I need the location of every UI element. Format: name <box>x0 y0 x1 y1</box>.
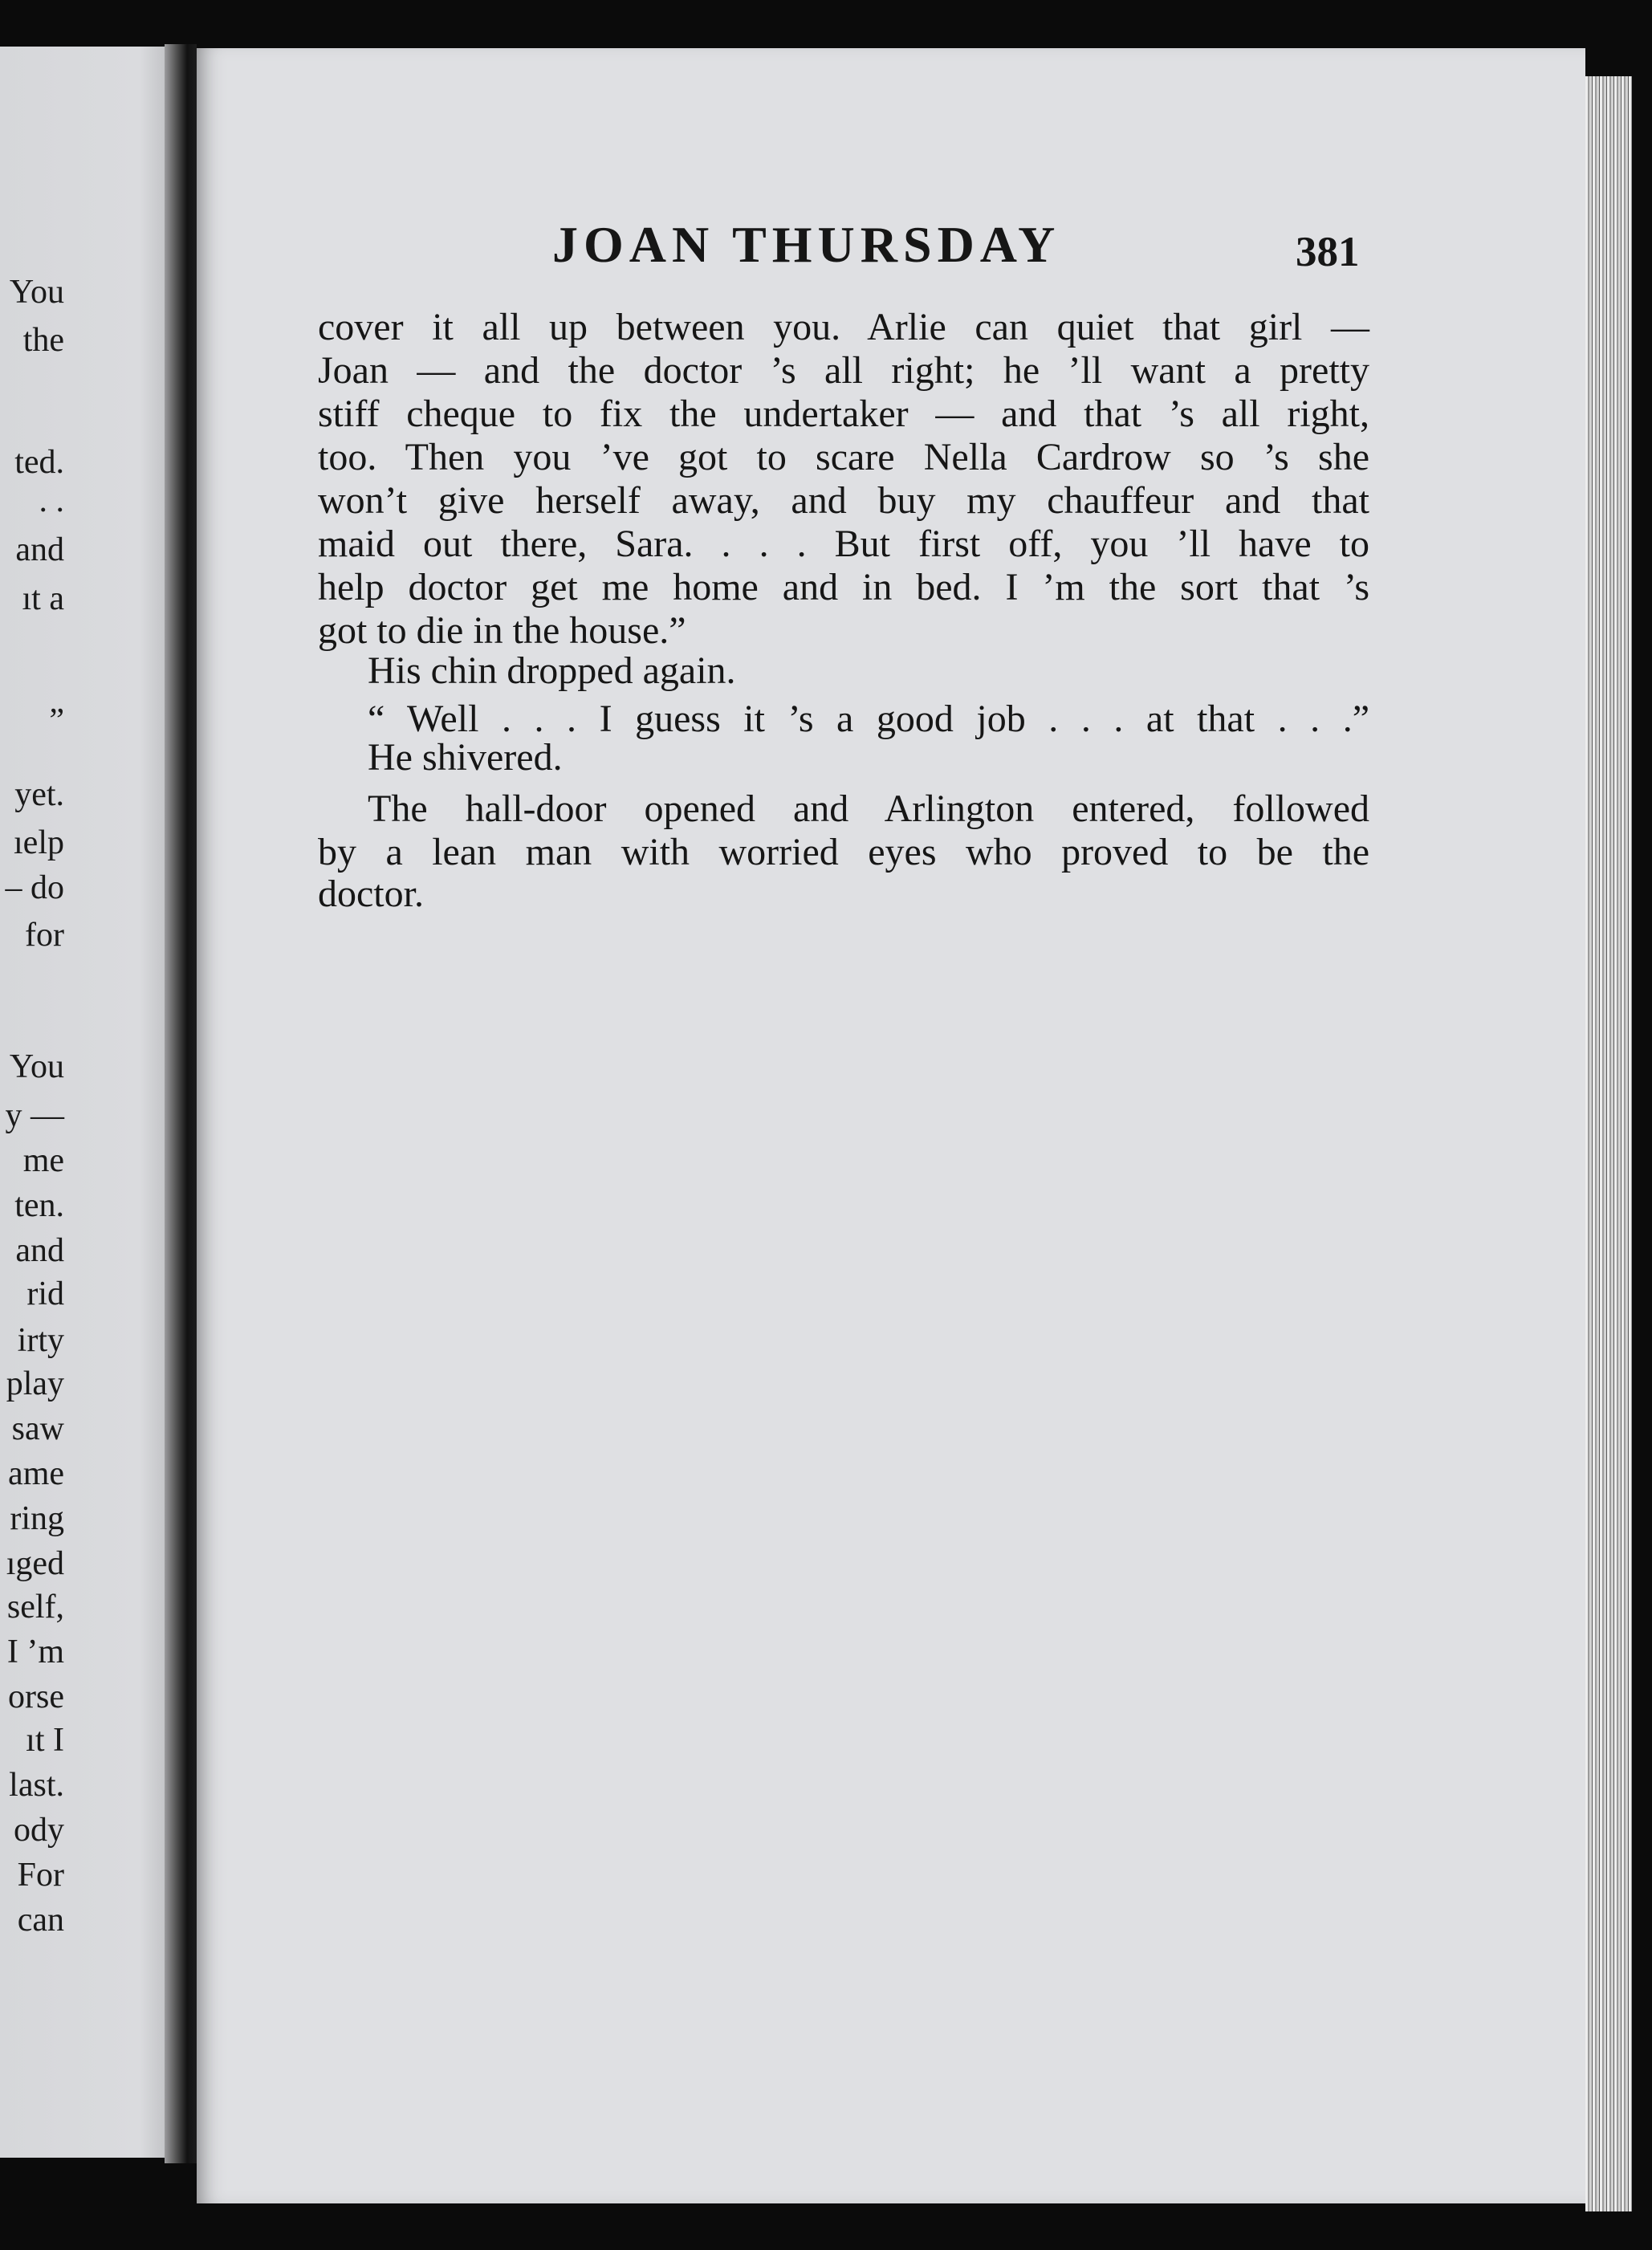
text-line: stiff cheque to fix the undertaker — and that ’s all right, <box>318 393 1369 435</box>
facing-page-line: for <box>25 917 64 954</box>
facing-page-line: ame <box>8 1455 64 1492</box>
text-line: He shivered. <box>368 736 563 779</box>
facing-page-line: ody <box>14 1812 64 1849</box>
facing-page-line: me <box>22 1142 64 1179</box>
page-edges <box>1585 76 1632 2211</box>
facing-page-line: – do <box>5 869 64 906</box>
text-line: too. Then you ’ve got to scare Nella Cardrow so ’s she <box>318 436 1369 478</box>
facing-page-line: play <box>6 1365 64 1402</box>
book-gutter <box>165 44 197 2163</box>
facing-page-line: ıt a <box>22 580 64 617</box>
facing-page-line: and <box>15 531 64 568</box>
facing-page-line: ring <box>10 1500 64 1537</box>
facing-page-line: y — <box>5 1097 64 1134</box>
facing-page-line: ten. <box>14 1187 64 1224</box>
facing-page-line: ” <box>49 702 64 739</box>
text-line: doctor. <box>318 873 424 915</box>
text-line: by a lean man with worried eyes who proved to be the <box>318 831 1369 873</box>
text-line: got to die in the house.” <box>318 609 686 652</box>
facing-page-line: irty <box>17 1322 64 1359</box>
text-line: won’t give herself away, and buy my chauffeur and that <box>318 479 1369 522</box>
facing-page-line: You <box>9 274 64 311</box>
facing-page-line: I ’m <box>6 1634 64 1670</box>
facing-page-line: orse <box>8 1678 64 1715</box>
text-line: maid out there, Sara. . . . But first off, you ’ll have to <box>318 523 1369 565</box>
facing-page-line: ted. <box>14 444 64 481</box>
facing-page-line: last. <box>9 1767 64 1804</box>
text-line: His chin dropped again. <box>368 649 736 692</box>
text-line: Joan — and the doctor ’s all right; he ’ll want a pretty <box>318 349 1369 392</box>
facing-page-line: self, <box>6 1589 64 1625</box>
facing-page-line: ıt I <box>26 1722 64 1759</box>
facing-page-line: For <box>17 1857 64 1894</box>
facing-page <box>0 47 165 2158</box>
facing-page-line: yet. <box>14 776 64 813</box>
facing-page-line: ıged <box>6 1545 64 1582</box>
scan-border <box>1632 76 1652 2211</box>
facing-page-line: saw <box>11 1410 64 1447</box>
facing-page-line: rid <box>26 1276 64 1312</box>
page-number: 381 <box>1296 229 1360 275</box>
text-line: “ Well . . . I guess it ’s a good job . . . at that . . .” <box>368 698 1369 740</box>
facing-page-line: can <box>17 1902 64 1939</box>
facing-page-line: ıelp <box>14 824 64 861</box>
running-head: JOAN THURSDAY <box>552 216 1061 273</box>
facing-page-line: You <box>9 1048 64 1085</box>
facing-page-line: the <box>22 322 64 359</box>
facing-page-line: and <box>15 1232 64 1269</box>
text-line: The hall-door opened and Arlington entered, followed <box>368 787 1369 830</box>
facing-page-line: . . <box>39 482 64 519</box>
text-line: cover it all up between you. Arlie can quiet that girl — <box>318 306 1369 348</box>
text-line: help doctor get me home and in bed. I ’m the sort that ’s <box>318 566 1369 608</box>
